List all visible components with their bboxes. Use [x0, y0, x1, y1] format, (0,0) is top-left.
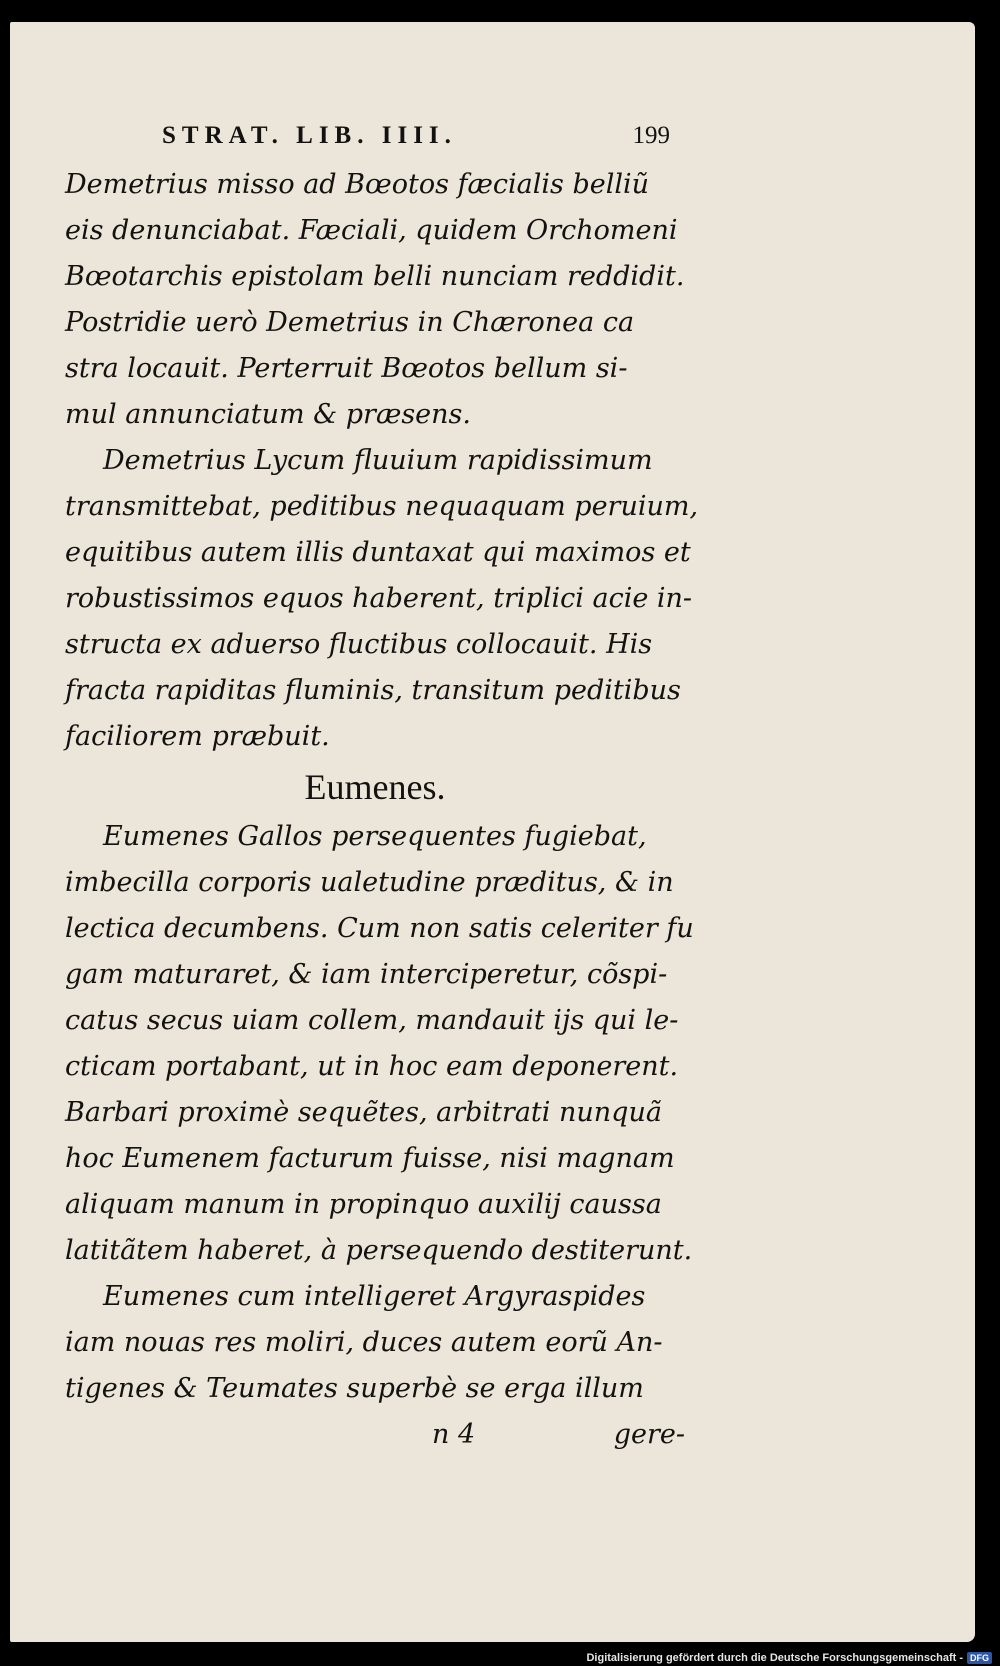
text-line: Eumenes Gallos persequentes fugiebat,: [103, 821, 647, 852]
text-block: [65, 122, 699, 1458]
page-number: 199: [632, 122, 670, 149]
text-line: hoc Eumenem facturum fuisse, nisi magnam: [65, 1143, 675, 1174]
text-line: Barbari proximè sequẽtes, arbitrati nunquã: [65, 1097, 662, 1128]
text-line: Bœotarchis epistolam belli nunciam reddidit.: [65, 261, 685, 292]
text-line: stra locauit. Perterruit Bœotos bellum si-: [65, 353, 628, 384]
text-line: robustissimos equos haberent, triplici acie in-: [65, 583, 693, 614]
footer-line: [65, 1412, 685, 1458]
text-line: equitibus autem illis duntaxat qui maximos et: [65, 537, 691, 568]
running-head: [65, 122, 685, 162]
text-line: Postridie uerò Demetrius in Chæronea ca: [65, 307, 635, 338]
digitization-credit: [586, 1652, 992, 1664]
text-line: Eumenes cum intelligeret Argyraspides: [103, 1281, 646, 1312]
paragraph-demetrius-2: [65, 438, 699, 760]
paragraph-eumenes-1: [65, 814, 694, 1274]
text-line: Demetrius Lycum fluuium rapidissimum: [103, 445, 653, 476]
text-line: gam maturaret, & iam interciperetur, cõspi-: [65, 959, 668, 990]
text-line: iam nouas res moliri, duces autem eorũ An-: [65, 1327, 663, 1358]
text-line: lectica decumbens. Cum non satis celeriter fu: [65, 913, 694, 944]
text-line: catus secus uiam collem, mandauit ijs qui le-: [65, 1005, 679, 1036]
text-line: eis denunciabat. Fæciali, quidem Orchomeni: [65, 215, 678, 246]
paragraph-demetrius-1: [65, 162, 685, 438]
signature-mark: n 4: [432, 1419, 476, 1450]
paragraph-eumenes-2: [65, 1274, 685, 1412]
catchword: gere-: [613, 1419, 685, 1450]
text-line: latitãtem haberet, à persequendo destiterunt.: [65, 1235, 693, 1266]
running-title: STRAT. LIB. IIII.: [162, 122, 457, 149]
book-page: [10, 22, 975, 1642]
text-line: transmittebat, peditibus nequaquam peruium,: [65, 491, 699, 522]
section-heading: Eumenes.: [304, 767, 446, 807]
credit-text: Digitalisierung gefördert durch die Deutsche Forschungsgemeinschaft -: [586, 1652, 963, 1664]
text-line: Demetrius misso ad Bœotos fæcialis belliũ: [65, 169, 650, 200]
text-line: fracta rapiditas fluminis, transitum peditibus: [65, 675, 681, 706]
text-line: imbecilla corporis ualetudine præditus, & in: [65, 867, 674, 898]
text-line: aliquam manum in propinquo auxilij caussa: [65, 1189, 662, 1220]
dfg-logo: DFG: [967, 1652, 992, 1664]
text-line: faciliorem præbuit.: [65, 721, 330, 752]
text-line: cticam portabant, ut in hoc eam deponerent.: [65, 1051, 679, 1082]
text-line: tigenes & Teumates superbè se erga illum: [65, 1373, 644, 1404]
text-line: mul annunciatum & præsens.: [65, 399, 471, 430]
text-line: structa ex aduerso fluctibus collocauit. His: [65, 629, 653, 660]
